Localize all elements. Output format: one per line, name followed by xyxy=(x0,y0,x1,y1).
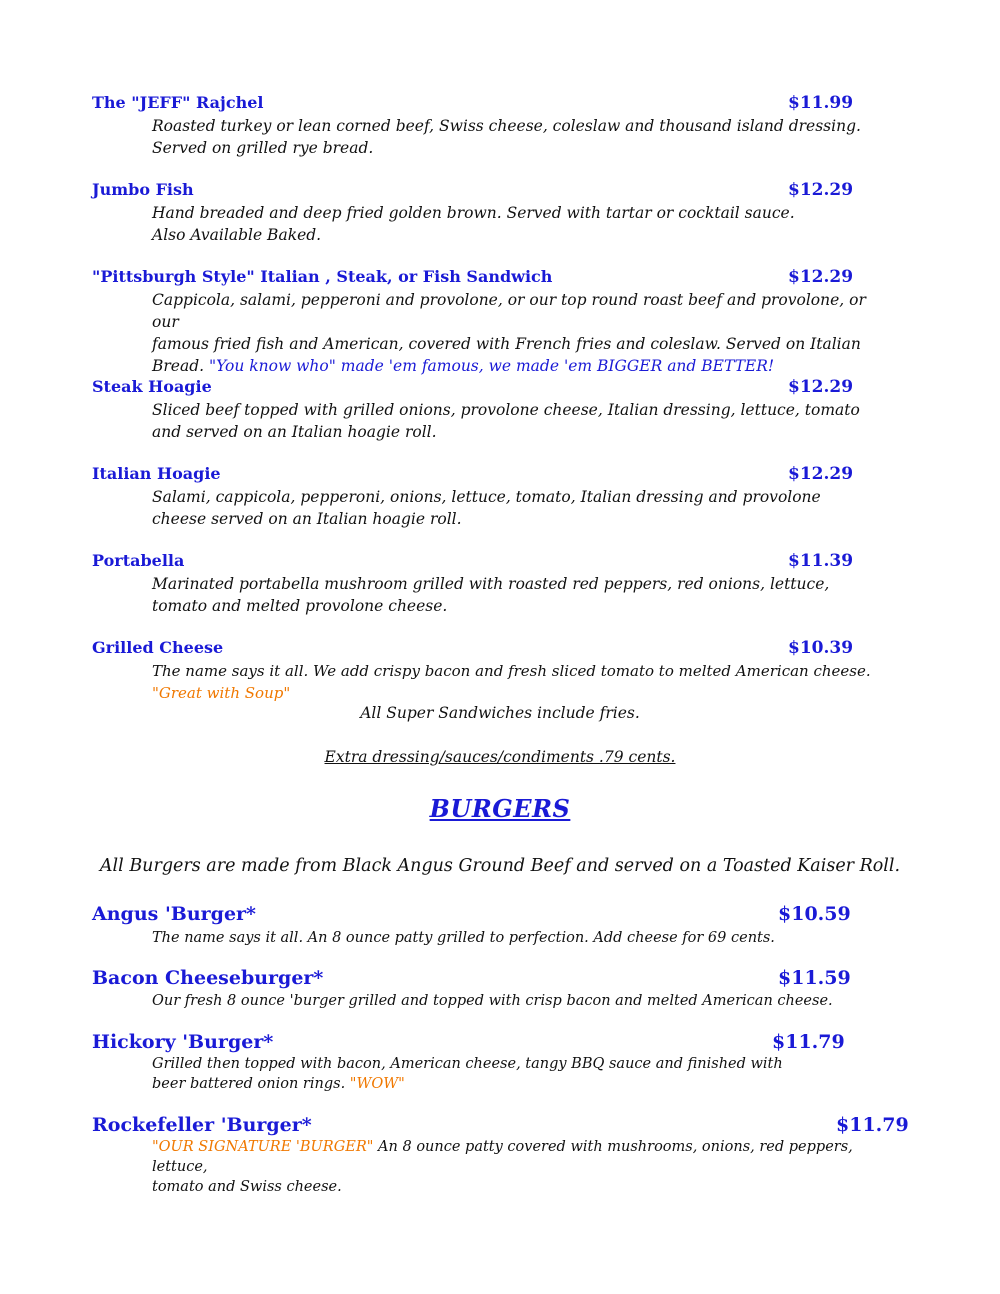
desc-line: Roasted turkey or lean corned beef, Swiss cheese, coleslaw and thousand island dressing. xyxy=(152,117,861,135)
tagline: "WOW" xyxy=(349,1076,405,1092)
item-price: $11.79 xyxy=(836,1114,909,1136)
item-name: Angus 'Burger* xyxy=(92,903,256,925)
item-price: $12.29 xyxy=(788,267,854,287)
item-price: $11.59 xyxy=(778,967,851,989)
item-price: $11.79 xyxy=(772,1031,845,1053)
desc-line: The name says it all. An 8 ounce patty grilled to perfection. Add cheese for 69 cents. xyxy=(152,930,775,946)
item-price: $11.39 xyxy=(788,551,854,571)
desc-line: Our fresh 8 ounce 'burger grilled and topped with crisp bacon and melted American cheese. xyxy=(152,993,833,1009)
item-name: Portabella xyxy=(92,551,185,570)
item-price: $12.29 xyxy=(788,377,854,397)
item-name: Hickory 'Burger* xyxy=(92,1031,274,1053)
item-description xyxy=(152,660,912,704)
desc-line: Cappicola, salami, pepperoni and provolone, or our top round roast beef and provolone, or our xyxy=(152,291,866,331)
desc-line xyxy=(152,1137,892,1177)
item-name: "Pittsburgh Style" Italian , Steak, or Fish Sandwich xyxy=(92,267,553,286)
item-name: Italian Hoagie xyxy=(92,464,221,483)
item-name: Grilled Cheese xyxy=(92,638,224,657)
item-description xyxy=(152,573,892,617)
desc-line: Sliced beef topped with grilled onions, provolone cheese, Italian dressing, lettuce, tomato xyxy=(152,401,860,419)
item-price: $10.59 xyxy=(778,903,851,925)
item-name: The "JEFF" Rajchel xyxy=(92,93,264,112)
desc-line: Marinated portabella mushroom grilled with roasted red peppers, red onions, lettuce, xyxy=(152,575,830,593)
item-name: Rockefeller 'Burger* xyxy=(92,1114,312,1136)
item-price: $10.39 xyxy=(788,638,854,658)
desc-line: tomato and melted provolone cheese. xyxy=(152,597,448,615)
item-description xyxy=(152,399,892,443)
section-title-burgers: BURGERS xyxy=(429,794,571,823)
desc-line: Served on grilled rye bread. xyxy=(152,139,374,157)
item-price: $11.99 xyxy=(788,93,854,113)
item-price: $12.29 xyxy=(788,180,854,200)
item-description xyxy=(152,289,892,377)
item-name: Steak Hoagie xyxy=(92,377,212,396)
desc-line: tomato and Swiss cheese. xyxy=(152,1179,342,1195)
item-description xyxy=(152,486,892,530)
item-price: $12.29 xyxy=(788,464,854,484)
item-description xyxy=(152,202,892,246)
desc-line: Hand breaded and deep fried golden brown. Served with tartar or cocktail sauce. xyxy=(152,204,795,222)
desc-line: famous fried fish and American, covered with French fries and coleslaw. Served on Italian xyxy=(152,335,861,353)
tagline: "Great with Soup" xyxy=(152,684,291,702)
item-name: Bacon Cheeseburger* xyxy=(92,967,324,989)
desc-line: Grilled then topped with bacon, American cheese, tangy BBQ sauce and finished with xyxy=(152,1056,783,1072)
desc-line xyxy=(152,1074,892,1094)
desc-line xyxy=(152,355,892,377)
item-description xyxy=(152,1137,892,1197)
desc-line: The name says it all. We add crispy bacon and fresh sliced tomato to melted American cheese. xyxy=(152,662,871,680)
desc-text: Bread. xyxy=(152,357,209,375)
desc-line: cheese served on an Italian hoagie roll. xyxy=(152,510,462,528)
item-name: Jumbo Fish xyxy=(92,180,194,199)
desc-text: An 8 ounce patty covered with mushrooms, onions, red peppers, lettuce, xyxy=(152,1139,853,1175)
burgers-intro: All Burgers are made from Black Angus Ground Beef and served on a Toasted Kaiser Roll. xyxy=(99,856,901,876)
extra-condiments-note: Extra dressing/sauces/condiments .79 cents. xyxy=(324,748,676,766)
desc-line: Also Available Baked. xyxy=(152,226,322,244)
item-description xyxy=(152,991,892,1011)
desc-text: beer battered onion rings. xyxy=(152,1076,350,1092)
item-description xyxy=(152,928,892,948)
desc-line: and served on an Italian hoagie roll. xyxy=(152,423,437,441)
tagline: "You know who" made 'em famous, we made 'em BIGGER and BETTER! xyxy=(209,357,775,375)
item-description xyxy=(152,1054,892,1094)
item-description xyxy=(152,115,892,159)
desc-line: Salami, cappicola, pepperoni, onions, lettuce, tomato, Italian dressing and provolone xyxy=(152,488,821,506)
fries-note: All Super Sandwiches include fries. xyxy=(360,704,640,722)
tagline: "OUR SIGNATURE 'BURGER" xyxy=(152,1139,374,1155)
